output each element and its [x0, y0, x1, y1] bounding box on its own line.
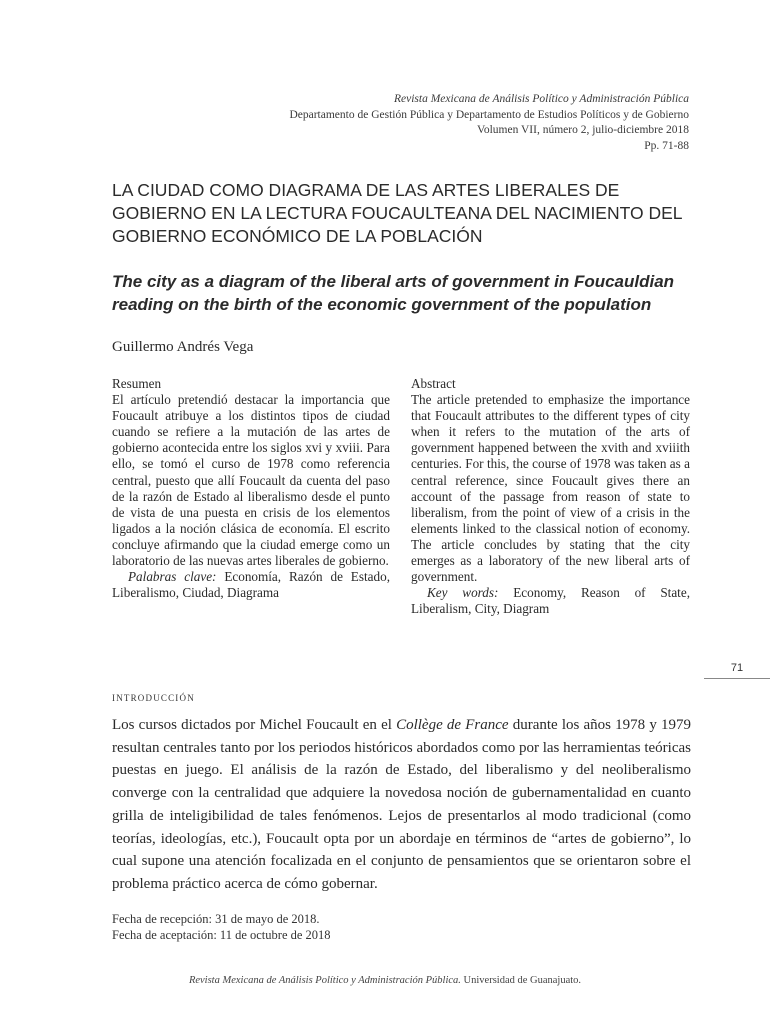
volume-line: Volumen VII, número 2, julio-diciembre 2018 [477, 124, 689, 136]
page-footer [0, 975, 770, 986]
article-title: LA CIUDAD COMO DIAGRAMA DE LAS ARTES LIBERALES DE GOBIERNO EN LA LECTURA FOUCAULTEANA DEL NACIMIENTO DEL GOBIERNO ECONÓMICO DE LA POBLACIÓN [112, 180, 682, 246]
pages-line: Pp. 71-88 [644, 139, 689, 152]
footer-journal: Revista Mexicana de Análisis Político y Administración Pública. [188, 975, 461, 986]
palabras-clave [112, 569, 390, 601]
footer-university: Universidad de Guanajuato. [460, 975, 582, 986]
intro-text-part1: Los cursos dictados por Michel Foucault en el [112, 717, 397, 733]
palabras-clave-label: Palabras clave: [128, 569, 217, 585]
page-number: 71 [704, 662, 770, 679]
acceptance-date: Fecha de aceptación: 11 de octubre de 2018 [112, 928, 331, 942]
abstract-column [411, 376, 690, 617]
key-words-label: Key words: [427, 585, 499, 601]
author-name: Guillermo Andrés Vega [112, 339, 254, 355]
article-subtitle-english: The city as a diagram of the liberal arts of government in Foucauldian reading on the birth of the economic government of the population [112, 272, 675, 314]
key-words [411, 585, 690, 617]
abstract-heading: Abstract [411, 376, 456, 391]
department-line: Departamento de Gestión Pública y Departamento de Estudios Políticos y de Gobierno [289, 108, 689, 121]
resumen-text: El artículo pretendió destacar la importancia que Foucault atribuye a los distintos tipos de ciudad cuando se refiere a la mutación de las artes de gobierno acontecida entre los siglos xvi y xviii. Para ello, se tomó el curso de 1978 como referencia central, puesto que allí Foucault da cuenta del paso de la razón de Estado al liberalismo desde el punto de vista de una puesta en crisis de los elementos ligados a la noción clásica de economía. El escrito concluye afirmando que la ciudad emerge como un laboratorio de las nuevas artes liberales de gobierno. [112, 392, 390, 569]
article-dates [112, 911, 331, 943]
journal-header [169, 92, 689, 154]
abstract-text: The article pretended to emphasize the importance that Foucault attributes to the different types of city when it refers to the mutation of the arts of government happened between the xvith and xviiith centuries. For this, the course of 1978 was taken as a central reference, since Foucault gives there an account of the passage from reason of state to liberalism, from the point of view of a crisis in the elements linked to the classical notion of economy. The article concludes by stating that the city emerges as a laboratory of the new liberal arts of government. [411, 392, 690, 585]
introduction-paragraph [112, 714, 691, 896]
resumen-column [112, 376, 390, 601]
intro-college-de-france: Collège de France [396, 717, 509, 733]
resumen-heading: Resumen [112, 376, 162, 391]
intro-text-part2: durante los años 1978 y 1979 resultan centrales tanto por los periodos históricos abordados como por las herramientas teóricas puestas en juego. El análisis de la razón de Estado, del liberalismo y del neoliberalismo converge con la centralidad que adquiere la novedosa noción de gubernamentalidad en cuanto grilla de inteligibilidad de tales fenómenos. Lejos de presentarlos al modo tradicional (como teorías, ideologías, etc.), Foucault opta por un abordaje en términos de “artes de gobierno”, lo cual supone una atención focalizada en el conjunto de pensamientos que se orientaron sobre el problema práctico acerca de cómo gobernar. [112, 717, 691, 892]
key-words-list: Economy, Reason of State, Liberalism, City, Diagram [411, 585, 690, 617]
journal-name: Revista Mexicana de Análisis Político y Administración Pública [393, 93, 689, 105]
section-heading-introduccion: introducción [112, 690, 195, 704]
palabras-clave-list: Economía, Razón de Estado, Liberalismo, Ciudad, Diagrama [112, 569, 390, 601]
reception-date: Fecha de recepción: 31 de mayo de 2018. [112, 912, 320, 926]
